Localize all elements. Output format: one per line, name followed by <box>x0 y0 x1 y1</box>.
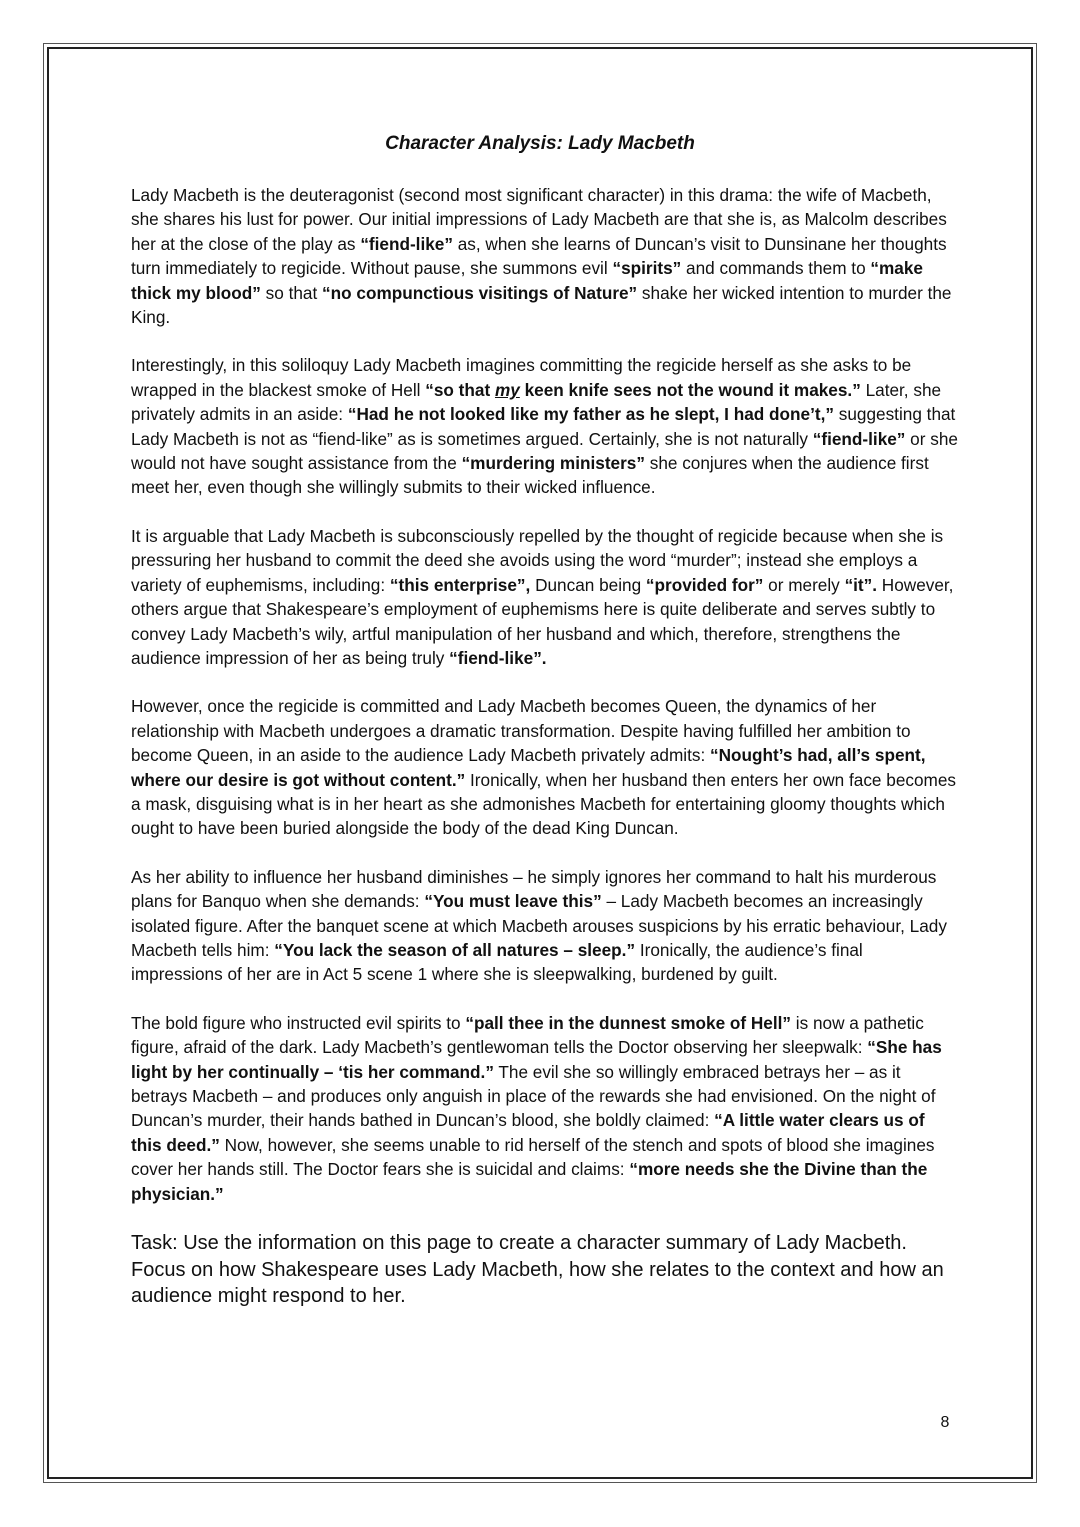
page-title: Character Analysis: Lady Macbeth <box>385 133 695 154</box>
quotation: “Had he not looked like my father as he slept, I had done’t,” <box>347 404 834 425</box>
task-instructions: Task: Use the information on this page to create a character summary of Lady Macbeth. Focus on how Shakespeare uses Lady Macbeth, how she relates to the context and how an audience might respond to her. <box>131 1232 944 1308</box>
text-run: as, when she learns of Duncan’s visit to Dunsinane her thoughts turn immediately to regicide. Without pause, she summons evil <box>131 233 947 279</box>
quotation: my <box>494 379 520 400</box>
quotation: “no compunctious visitings of Nature” <box>322 282 638 303</box>
text-run: Lady Macbeth is the deuteragonist (second most significant character) in this drama: the wife of Macbeth, she shares his lust for power. Our initial impressions of Lady Macbeth are that she is, as Malcolm describes her at the close of the play as <box>131 185 947 254</box>
text-run: The evil she so willingly embraced betrays her – as it betrays Macbeth – and produces only anguish in place of the rewards she had envisioned. On the night of Duncan’s murder, their hands bathed in Duncan’s blood, she boldly claimed: <box>131 1061 936 1131</box>
text-run: It is arguable that Lady Macbeth is subconsciously repelled by the thought of regicide because when she is pressuring her husband to commit the deed she avoids using the word “murder”; instead she employs a variety of euphemisms, including: <box>131 525 944 595</box>
quotation: “fiend-like” <box>360 233 453 254</box>
text-run: Now, however, she seems unable to rid herself of the stench and spots of blood she imagines cover her hands still. The Doctor fears she is suicidal and claims: <box>131 1134 935 1180</box>
quotation: “fiend-like”. <box>449 647 547 668</box>
text-run: Interestingly, in this soliloquy Lady Macbeth imagines committing the regicide herself as she asks to be wrapped in the blackest smoke of Hell <box>131 355 912 400</box>
paragraph-6 <box>131 1011 959 1206</box>
quotation: “this enterprise”, <box>389 574 531 595</box>
quotation: keen knife sees not the wound it makes.” <box>519 379 861 400</box>
text-run: Duncan being <box>530 574 646 595</box>
text-run: she conjures when the audience first meet her, even though she willingly submits to their wicked influence. <box>131 453 929 498</box>
text-run: Ironically, when her husband then enters her own face becomes a mask, disguising what is in her heart as she admonishes Macbeth for entertaining gloomy thoughts which ought to have been buried alongside the body of the dead King Duncan. <box>131 769 957 839</box>
text-run: suggesting that Lady Macbeth is not as “fiend-like” as is sometimes argued. Certainly, she is not naturally <box>131 404 956 449</box>
text-run: Ironically, the audience’s final impressions of her are in Act 5 scene 1 where she is sleepwalking, burdened by guilt. <box>131 939 863 985</box>
text-run: and commands them to <box>681 258 871 279</box>
text-run: or merely <box>763 574 845 595</box>
quotation: “provided for” <box>645 574 764 595</box>
quotation: “Nought’s had, all’s spent, where our desire is got without content.” <box>131 745 926 790</box>
text-run: so that <box>260 282 323 303</box>
paragraph-4 <box>131 694 959 840</box>
paragraph-2 <box>131 353 959 499</box>
quotation: “A little water clears us of this deed.” <box>131 1110 925 1155</box>
quotation: “spirits” <box>612 258 682 279</box>
text-run: or she would not have sought assistance from the <box>131 428 958 474</box>
paragraph-5 <box>131 865 959 987</box>
paragraph-1 <box>131 183 959 329</box>
quotation: “You lack the season of all natures – sleep.” <box>274 939 636 960</box>
text-run: is now a pathetic figure, afraid of the dark. Lady Macbeth’s gentlewoman tells the Doctor observing her sleepwalk: <box>131 1012 924 1058</box>
paragraph-3 <box>131 524 959 670</box>
quotation: “pall thee in the dunnest smoke of Hell” <box>465 1012 792 1033</box>
text-run: – Lady Macbeth becomes an increasingly isolated figure. After the banquet scene at which Macbeth arouses suspicions by his erratic behaviour, Lady Macbeth tells him: <box>131 891 947 960</box>
quotation: “fiend-like” <box>812 428 906 449</box>
quotation: “murdering ministers” <box>461 453 645 474</box>
text-run: However, others argue that Shakespeare’s employment of euphemisms here is quite deliberate and serves subtly to convey Lady Macbeth’s wily, artful manipulation of her husband and which, therefore, strengthens the audience impression of her as being truly <box>131 574 954 668</box>
text-run: However, once the regicide is committed and Lady Macbeth becomes Queen, the dynamics of her relationship with Macbeth undergoes a dramatic transformation. Despite having fulfilled her ambition to become Queen, in an aside to the audience Lady Macbeth privately admits: <box>131 696 911 766</box>
quotation: “make thick my blood” <box>131 258 923 303</box>
quotation: “so that <box>425 379 495 400</box>
text-run: Later, she privately admits in an aside: <box>131 379 942 425</box>
text-run: The bold figure who instructed evil spirits to <box>131 1012 466 1033</box>
document-body <box>131 183 959 1310</box>
page-number: 8 <box>940 1414 950 1431</box>
quotation: “it”. <box>844 574 878 595</box>
text-run: As her ability to influence her husband diminishes – he simply ignores her command to halt his murderous plans for Banquo when she demands: <box>131 866 937 912</box>
quotation: “You must leave this” <box>424 891 602 912</box>
text-run: shake her wicked intention to murder the King. <box>131 282 952 328</box>
quotation: “She has light by her continually – ‘tis her command.” <box>131 1037 942 1082</box>
quotation: “more needs she the Divine than the physician.” <box>131 1159 928 1204</box>
